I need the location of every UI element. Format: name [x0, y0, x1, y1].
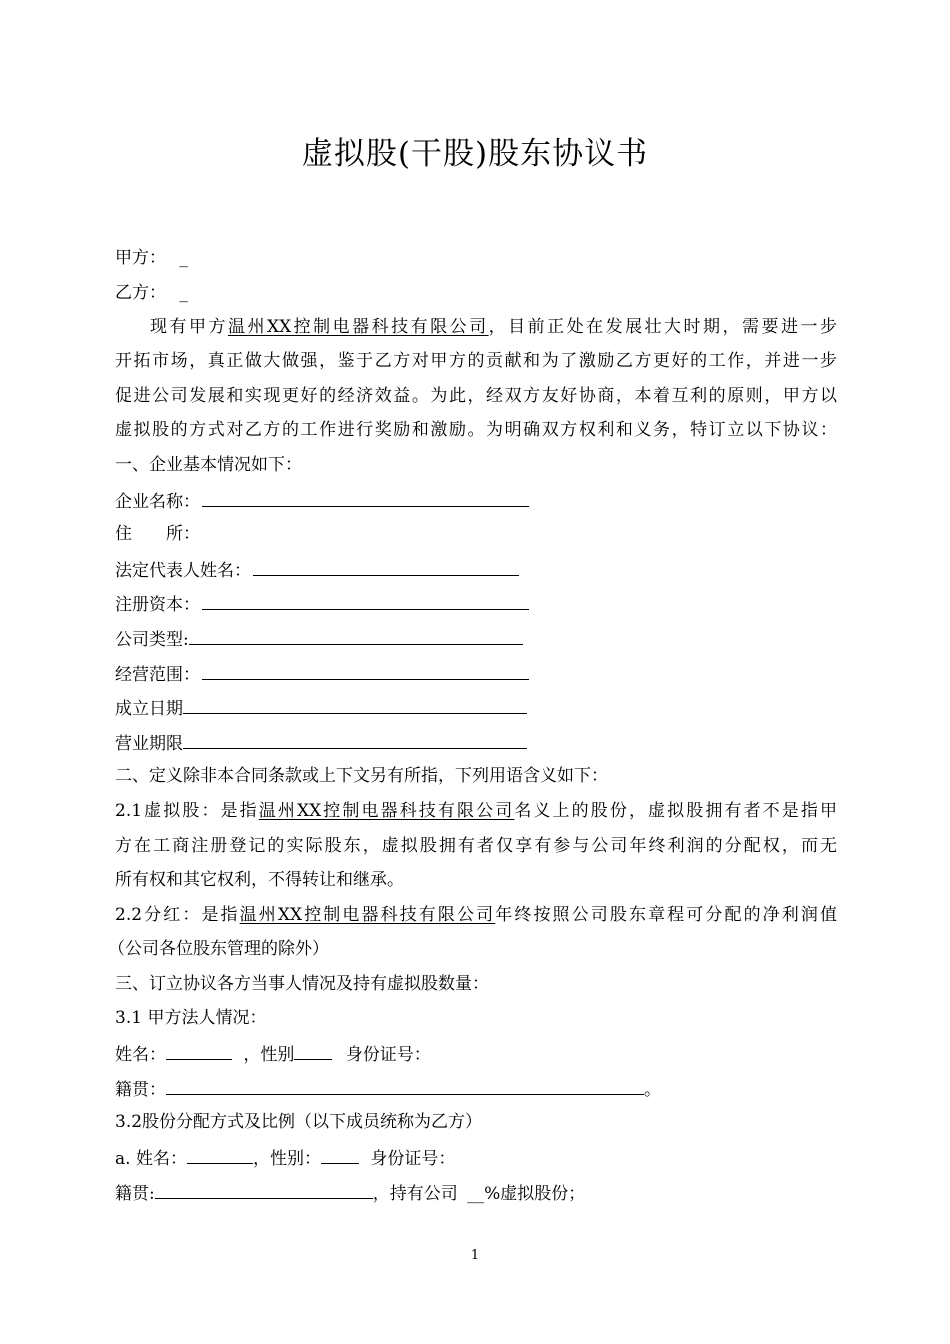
section-3-2-heading: 3.2股份分配方式及比例（以下成员统称为乙方）	[115, 1112, 483, 1132]
term-label: 营业期限	[115, 734, 183, 754]
section-3-heading: 三、订立协议各方当事人情况及持有虚拟股数量：	[115, 974, 489, 994]
def-2-2-company-name: 温州XX控制电器科技有限公司	[239, 905, 496, 925]
term-field	[115, 730, 527, 756]
id-number-label: 身份证号：	[345, 1045, 431, 1065]
capital-field	[115, 591, 529, 617]
established-label: 成立日期	[115, 699, 183, 719]
party-b-line	[115, 281, 188, 305]
member-a-holding	[115, 1180, 585, 1206]
section-1-heading: 一、企业基本情况如下：	[115, 455, 302, 475]
intro-text-pre: 现有甲方	[150, 317, 228, 337]
legal-rep-blank	[253, 557, 519, 576]
def-2-2-line-1	[115, 903, 837, 927]
member-a-name-label: a. 姓名：	[115, 1149, 187, 1169]
def-2-1-line-1	[115, 799, 837, 823]
established-field	[115, 695, 527, 721]
party-a-native-place	[115, 1076, 661, 1102]
member-a-percent-blank: __	[467, 1184, 485, 1204]
def-2-2-line-2: （公司各位股东管理的除外）	[108, 939, 329, 959]
business-scope-blank	[202, 661, 529, 680]
company-type-field	[115, 626, 523, 652]
party-b-blank: _	[179, 283, 188, 303]
page-number: 1	[470, 1248, 480, 1263]
party-a-blank: _	[179, 248, 188, 268]
intro-line-3: 促进公司发展和实现更好的经济效益。为此，经双方友好协商，本着互利的原则，甲方以	[115, 386, 837, 406]
def-2-1-post: 名义上的股份，虚拟股拥有者不是指甲	[514, 801, 837, 821]
company-type-blank	[189, 626, 523, 645]
company-name-blank	[202, 488, 529, 507]
party-b-label: 乙方：	[115, 283, 166, 303]
def-2-2-post: 年终按照公司股东章程可分配的净利润值	[495, 905, 837, 925]
section-3-1-heading: 3.1 甲方法人情况：	[115, 1008, 267, 1028]
member-a-name-blank	[187, 1145, 253, 1164]
name-label: 姓名：	[115, 1045, 166, 1065]
native-place-label: 籍贯：	[115, 1080, 166, 1100]
intro-company-name: 温州XX控制电器科技有限公司	[227, 317, 489, 337]
def-2-1-pre: 2.1虚拟股：是指	[115, 801, 259, 821]
legal-rep-field	[115, 557, 519, 583]
intro-line-2: 开拓市场，真正做大做强，鉴于乙方对甲方的贡献和为了激励乙方更好的工作，并进一步	[115, 351, 837, 371]
member-a-percent-label: %虚拟股份；	[484, 1184, 586, 1204]
party-a-label: 甲方：	[115, 248, 166, 268]
def-2-1-company-name: 温州XX控制电器科技有限公司	[258, 801, 515, 821]
term-blank	[183, 730, 527, 749]
name-blank	[166, 1041, 232, 1060]
legal-rep-label: 法定代表人姓名：	[115, 561, 251, 581]
member-a-info	[115, 1145, 455, 1171]
intro-line-4: 虚拟股的方式对乙方的工作进行奖励和激励。为明确双方权利和义务，特订立以下协议：	[115, 420, 837, 440]
member-a-native-label: 籍贯:	[115, 1184, 155, 1204]
established-blank	[183, 695, 527, 714]
member-a-gender-label: ，性别：	[252, 1149, 321, 1169]
capital-label: 注册资本：	[115, 595, 200, 615]
def-2-1-line-2: 方在工商注册登记的实际股东，虚拟股拥有者仅享有参与公司年终利润的分配权，而无	[115, 836, 837, 856]
address-label: 住 所：	[115, 524, 200, 544]
native-place-end: 。	[644, 1080, 661, 1100]
member-a-gender-blank	[321, 1145, 359, 1164]
member-a-native-blank	[155, 1180, 373, 1199]
document-title: 虚拟股(干股)股东协议书	[301, 136, 649, 172]
def-2-2-pre: 2.2分红：是指	[115, 905, 240, 925]
company-name-label: 企业名称：	[115, 492, 200, 512]
gender-blank	[294, 1041, 332, 1060]
def-2-1-line-3: 所有权和其它权利，不得转让和继承。	[115, 870, 404, 890]
party-a-legal-info	[115, 1041, 431, 1067]
intro-text-post: ，目前正处在发展壮大时期，需要进一步	[488, 317, 837, 337]
member-a-id-label: 身份证号：	[370, 1149, 456, 1169]
party-a-line	[115, 246, 188, 270]
capital-blank	[202, 591, 529, 610]
member-a-hold-label: ，持有公司	[372, 1184, 458, 1204]
intro-line-1	[150, 315, 837, 339]
business-scope-label: 经营范围：	[115, 665, 200, 685]
business-scope-field	[115, 661, 529, 687]
section-2-heading: 二、定义除非本合同条款或上下文另有所指，下列用语含义如下：	[115, 766, 608, 786]
address-field	[115, 522, 200, 546]
company-name-field	[115, 488, 529, 514]
native-place-blank	[166, 1076, 644, 1095]
company-type-label: 公司类型:	[115, 630, 189, 650]
gender-label: ，性别	[243, 1045, 295, 1065]
